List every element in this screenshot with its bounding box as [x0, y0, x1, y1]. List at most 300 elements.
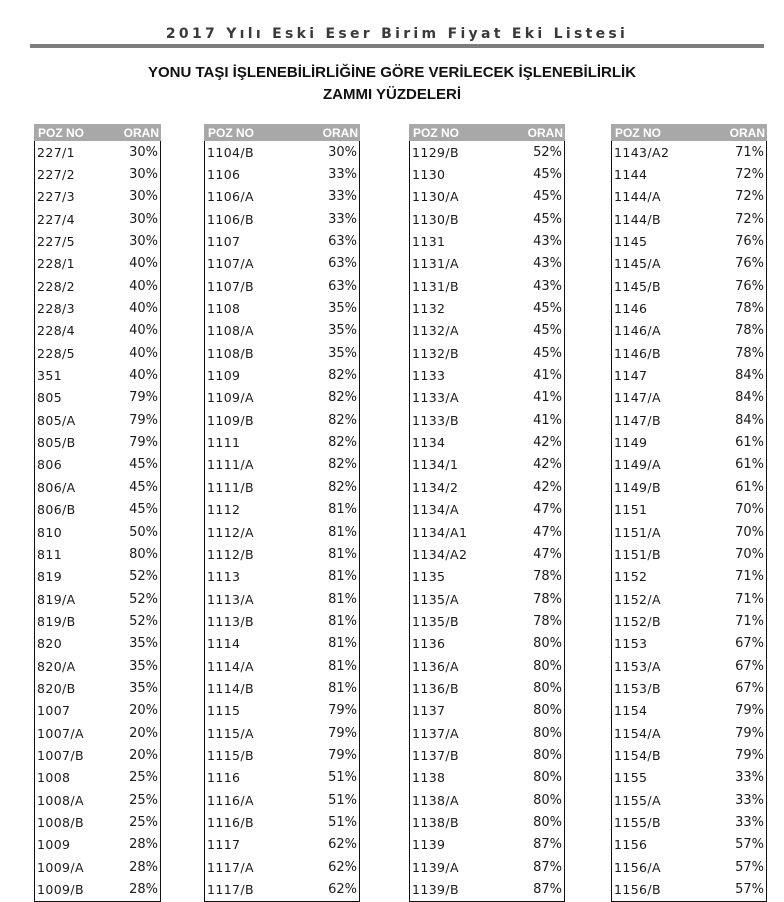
poz-no-cell: 1152/B — [614, 613, 661, 629]
oran-cell: 30% — [129, 167, 158, 183]
poz-no-cell: 1135 — [412, 569, 446, 585]
oran-cell: 82% — [328, 435, 357, 451]
table-row — [612, 253, 766, 275]
table-row — [205, 253, 359, 275]
poz-no-cell: 1136 — [412, 636, 446, 652]
oran-cell: 52% — [129, 569, 158, 585]
poz-no-cell: 1135/B — [412, 613, 459, 629]
rates-table-2 — [204, 124, 360, 902]
table-row — [205, 633, 359, 655]
table-row — [205, 700, 359, 722]
poz-no-cell: 1139/B — [412, 882, 459, 898]
poz-no-cell: 228/3 — [37, 301, 76, 317]
poz-no-cell: 1139 — [412, 837, 446, 853]
table-row — [410, 588, 564, 610]
oran-cell: 40% — [129, 368, 158, 384]
poz-no-cell: 1007 — [37, 703, 71, 719]
oran-cell: 28% — [129, 837, 158, 853]
oran-cell: 30% — [129, 234, 158, 250]
table-row — [612, 700, 766, 722]
table-row — [410, 566, 564, 588]
poz-no-cell: 1134 — [412, 435, 446, 451]
table-row — [35, 811, 160, 833]
table-row — [612, 297, 766, 319]
table-row — [35, 364, 160, 386]
oran-cell: 71% — [735, 144, 764, 160]
poz-no-cell: 1154 — [614, 703, 648, 719]
table-row — [205, 655, 359, 677]
oran-cell: 40% — [129, 323, 158, 339]
poz-no-cell: 1138/A — [412, 792, 459, 808]
oran-cell: 87% — [533, 882, 562, 898]
oran-cell: 41% — [533, 412, 562, 428]
table-row — [35, 744, 160, 766]
table-row — [612, 454, 766, 476]
table-row — [612, 208, 766, 230]
table-row — [612, 476, 766, 498]
table-row — [35, 476, 160, 498]
poz-no-cell: 1106/B — [207, 211, 254, 227]
poz-no-cell: 1108/B — [207, 345, 254, 361]
oran-cell: 33% — [328, 211, 357, 227]
table-row — [35, 454, 160, 476]
oran-cell: 35% — [129, 658, 158, 674]
oran-cell: 79% — [328, 703, 357, 719]
poz-no-cell: 1109/A — [207, 390, 254, 406]
table-row — [35, 521, 160, 543]
poz-no-cell: 1137/B — [412, 747, 459, 763]
poz-no-cell: 1007/B — [37, 747, 84, 763]
table-row — [35, 566, 160, 588]
poz-no-cell: 1151/A — [614, 524, 661, 540]
table-row — [410, 253, 564, 275]
oran-cell: 79% — [129, 412, 158, 428]
poz-no-cell: 1144/A — [614, 189, 661, 205]
table-row — [410, 364, 564, 386]
poz-no-cell: 1146/B — [614, 345, 661, 361]
poz-no-cell: 1151/B — [614, 546, 661, 562]
poz-no-cell: 1146/A — [614, 323, 661, 339]
oran-cell: 76% — [735, 278, 764, 294]
table-row — [410, 387, 564, 409]
table-row — [35, 767, 160, 789]
poz-no-header: POZ NO — [208, 125, 255, 140]
poz-no-cell: 1151 — [614, 502, 648, 518]
oran-cell: 41% — [533, 368, 562, 384]
table-row — [205, 789, 359, 811]
poz-no-cell: 1156 — [614, 837, 648, 853]
poz-no-cell: 1009 — [37, 837, 71, 853]
table-row — [612, 633, 766, 655]
poz-no-cell: 1107/A — [207, 256, 254, 272]
oran-cell: 61% — [735, 457, 764, 473]
poz-no-cell: 810 — [37, 524, 63, 540]
oran-cell: 80% — [129, 546, 158, 562]
table-row — [410, 610, 564, 632]
poz-no-cell: 1116 — [207, 770, 241, 786]
table-header — [409, 124, 565, 141]
poz-no-cell: 1130 — [412, 167, 446, 183]
poz-no-cell: 1106 — [207, 167, 241, 183]
table-row — [35, 655, 160, 677]
table-row — [410, 275, 564, 297]
table-row — [205, 454, 359, 476]
rates-table-4 — [611, 124, 767, 902]
oran-cell: 43% — [533, 234, 562, 250]
table-row — [35, 543, 160, 565]
poz-no-cell: 1156/B — [614, 882, 661, 898]
table-row — [35, 722, 160, 744]
table-row — [612, 789, 766, 811]
table-row — [35, 163, 160, 185]
poz-no-cell: 1111 — [207, 435, 241, 451]
poz-no-cell: 1154/B — [614, 747, 661, 763]
poz-no-cell: 1145 — [614, 234, 648, 250]
poz-no-cell: 1131/B — [412, 278, 459, 294]
oran-cell: 81% — [328, 613, 357, 629]
oran-cell: 25% — [129, 792, 158, 808]
poz-no-cell: 228/2 — [37, 278, 76, 294]
poz-no-cell: 1149/B — [614, 479, 661, 495]
oran-cell: 47% — [533, 546, 562, 562]
table-row — [35, 789, 160, 811]
table-row — [35, 141, 160, 163]
poz-no-cell: 1112/A — [207, 524, 254, 540]
oran-cell: 45% — [533, 167, 562, 183]
oran-cell: 57% — [735, 837, 764, 853]
oran-cell: 63% — [328, 256, 357, 272]
poz-no-cell: 1133/A — [412, 390, 459, 406]
poz-no-cell: 1134/A — [412, 502, 459, 518]
poz-no-cell: 1115/A — [207, 725, 254, 741]
oran-cell: 79% — [735, 703, 764, 719]
poz-no-cell: 1108 — [207, 301, 241, 317]
oran-cell: 84% — [735, 368, 764, 384]
table-row — [35, 230, 160, 252]
table-row — [410, 767, 564, 789]
oran-cell: 62% — [328, 882, 357, 898]
table-header — [204, 124, 360, 141]
oran-cell: 33% — [328, 167, 357, 183]
oran-cell: 45% — [533, 301, 562, 317]
oran-cell: 70% — [735, 546, 764, 562]
table-row — [35, 320, 160, 342]
oran-cell: 62% — [328, 859, 357, 875]
table-row — [205, 387, 359, 409]
oran-cell: 67% — [735, 658, 764, 674]
oran-cell: 43% — [533, 278, 562, 294]
poz-no-cell: 1111/B — [207, 479, 254, 495]
oran-cell: 35% — [129, 680, 158, 696]
poz-no-cell: 805/A — [37, 412, 76, 428]
oran-cell: 79% — [328, 747, 357, 763]
table-row — [410, 476, 564, 498]
table-row — [205, 476, 359, 498]
oran-cell: 35% — [328, 301, 357, 317]
poz-no-cell: 819 — [37, 569, 63, 585]
oran-cell: 52% — [129, 591, 158, 607]
table-row — [35, 431, 160, 453]
oran-cell: 52% — [129, 613, 158, 629]
poz-no-cell: 1009/B — [37, 882, 84, 898]
table-row — [35, 878, 160, 900]
table-row — [612, 186, 766, 208]
poz-no-cell: 1132/B — [412, 345, 459, 361]
table-row — [205, 521, 359, 543]
table-row — [35, 856, 160, 878]
poz-no-cell: 1116/A — [207, 792, 254, 808]
oran-cell: 63% — [328, 278, 357, 294]
poz-no-cell: 1147 — [614, 368, 648, 384]
oran-cell: 57% — [735, 882, 764, 898]
poz-no-cell: 820/B — [37, 680, 76, 696]
table-row — [410, 633, 564, 655]
poz-no-header: POZ NO — [413, 125, 460, 140]
oran-cell: 40% — [129, 345, 158, 361]
table-row — [612, 387, 766, 409]
table-row — [35, 409, 160, 431]
oran-cell: 87% — [533, 837, 562, 853]
table-row — [205, 566, 359, 588]
table-row — [612, 856, 766, 878]
oran-cell: 79% — [129, 435, 158, 451]
oran-cell: 45% — [129, 479, 158, 495]
oran-cell: 81% — [328, 636, 357, 652]
oran-cell: 40% — [129, 301, 158, 317]
poz-no-cell: 1007/A — [37, 725, 84, 741]
oran-cell: 51% — [328, 770, 357, 786]
oran-cell: 80% — [533, 747, 562, 763]
poz-no-cell: 805 — [37, 390, 63, 406]
oran-cell: 78% — [735, 301, 764, 317]
poz-no-cell: 820 — [37, 636, 63, 652]
table-row — [612, 834, 766, 856]
table-row — [612, 521, 766, 543]
poz-no-cell: 1143/A2 — [614, 144, 670, 160]
oran-cell: 42% — [533, 435, 562, 451]
oran-cell: 28% — [129, 882, 158, 898]
table-header — [611, 124, 767, 141]
oran-cell: 71% — [735, 591, 764, 607]
table-row — [205, 588, 359, 610]
poz-no-cell: 819/B — [37, 613, 76, 629]
table-row — [410, 230, 564, 252]
poz-no-cell: 1144 — [614, 167, 648, 183]
oran-cell: 81% — [328, 680, 357, 696]
oran-cell: 43% — [533, 256, 562, 272]
poz-no-cell: 227/5 — [37, 234, 76, 250]
poz-no-cell: 1133/B — [412, 412, 459, 428]
oran-cell: 50% — [129, 524, 158, 540]
header-rule — [30, 44, 764, 48]
oran-cell: 71% — [735, 613, 764, 629]
table-row — [205, 208, 359, 230]
poz-no-cell: 1113/A — [207, 591, 254, 607]
table-row — [410, 208, 564, 230]
oran-cell: 71% — [735, 569, 764, 585]
oran-cell: 72% — [735, 211, 764, 227]
table-row — [612, 566, 766, 588]
table-row — [612, 275, 766, 297]
table-row — [410, 543, 564, 565]
oran-cell: 78% — [735, 323, 764, 339]
poz-no-cell: 805/B — [37, 435, 76, 451]
table-row — [205, 610, 359, 632]
oran-cell: 35% — [328, 345, 357, 361]
poz-no-cell: 351 — [37, 368, 63, 384]
poz-no-cell: 1111/A — [207, 457, 254, 473]
poz-no-cell: 1113/B — [207, 613, 254, 629]
table-row — [35, 610, 160, 632]
table-row — [205, 767, 359, 789]
table-row — [35, 342, 160, 364]
oran-cell: 79% — [129, 390, 158, 406]
table-row — [205, 409, 359, 431]
poz-no-cell: 819/A — [37, 591, 76, 607]
poz-no-cell: 227/4 — [37, 211, 76, 227]
table-row — [612, 230, 766, 252]
table-row — [612, 141, 766, 163]
oran-cell: 40% — [129, 278, 158, 294]
oran-header: ORAN — [123, 125, 159, 140]
table-row — [205, 275, 359, 297]
table-row — [410, 789, 564, 811]
table-body — [409, 141, 565, 902]
oran-cell: 79% — [735, 747, 764, 763]
poz-no-cell: 1138 — [412, 770, 446, 786]
table-row — [205, 722, 359, 744]
table-row — [410, 409, 564, 431]
oran-cell: 33% — [735, 792, 764, 808]
rates-table-3 — [409, 124, 565, 902]
poz-no-cell: 1147/B — [614, 412, 661, 428]
table-row — [612, 364, 766, 386]
table-row — [612, 431, 766, 453]
table-row — [410, 320, 564, 342]
poz-no-cell: 1155/B — [614, 814, 661, 830]
table-row — [410, 677, 564, 699]
oran-cell: 81% — [328, 524, 357, 540]
poz-no-cell: 1132 — [412, 301, 446, 317]
poz-no-cell: 1134/1 — [412, 457, 459, 473]
table-row — [205, 320, 359, 342]
poz-no-cell: 1117 — [207, 837, 241, 853]
poz-no-cell: 820/A — [37, 658, 76, 674]
oran-cell: 42% — [533, 479, 562, 495]
table-row — [205, 878, 359, 900]
poz-no-cell: 806/B — [37, 502, 76, 518]
oran-cell: 33% — [735, 770, 764, 786]
poz-no-cell: 1114/A — [207, 658, 254, 674]
oran-cell: 82% — [328, 479, 357, 495]
poz-no-cell: 1138/B — [412, 814, 459, 830]
table-row — [410, 141, 564, 163]
table-row — [612, 409, 766, 431]
oran-header: ORAN — [527, 125, 563, 140]
poz-no-cell: 1114 — [207, 636, 241, 652]
oran-cell: 20% — [129, 703, 158, 719]
poz-no-cell: 1115/B — [207, 747, 254, 763]
table-row — [612, 499, 766, 521]
oran-cell: 84% — [735, 412, 764, 428]
table-row — [35, 253, 160, 275]
table-row — [410, 163, 564, 185]
poz-no-cell: 1106/A — [207, 189, 254, 205]
oran-header: ORAN — [322, 125, 358, 140]
poz-no-cell: 1131 — [412, 234, 446, 250]
table-row — [410, 856, 564, 878]
oran-cell: 45% — [533, 345, 562, 361]
oran-cell: 78% — [533, 569, 562, 585]
table-row — [410, 700, 564, 722]
table-row — [410, 186, 564, 208]
poz-no-cell: 1112 — [207, 502, 241, 518]
table-body — [611, 141, 767, 902]
poz-no-cell: 1133 — [412, 368, 446, 384]
oran-cell: 52% — [533, 144, 562, 160]
oran-cell: 47% — [533, 524, 562, 540]
oran-cell: 80% — [533, 770, 562, 786]
poz-no-cell: 1108/A — [207, 323, 254, 339]
poz-no-cell: 1008 — [37, 770, 71, 786]
table-row — [612, 811, 766, 833]
oran-cell: 80% — [533, 680, 562, 696]
oran-cell: 28% — [129, 859, 158, 875]
poz-no-cell: 1115 — [207, 703, 241, 719]
poz-no-cell: 1139/A — [412, 859, 459, 875]
poz-no-cell: 1136/A — [412, 658, 459, 674]
poz-no-cell: 1008/A — [37, 792, 84, 808]
oran-cell: 80% — [533, 658, 562, 674]
table-row — [205, 834, 359, 856]
oran-cell: 78% — [735, 345, 764, 361]
oran-cell: 80% — [533, 703, 562, 719]
oran-cell: 76% — [735, 256, 764, 272]
oran-cell: 87% — [533, 859, 562, 875]
table-row — [410, 811, 564, 833]
table-row — [35, 834, 160, 856]
table-body — [204, 141, 360, 902]
poz-no-cell: 1153/B — [614, 680, 661, 696]
table-row — [205, 431, 359, 453]
table-row — [410, 499, 564, 521]
poz-no-cell: 227/3 — [37, 189, 76, 205]
oran-cell: 82% — [328, 457, 357, 473]
table-row — [35, 633, 160, 655]
oran-cell: 45% — [533, 189, 562, 205]
poz-no-cell: 806 — [37, 457, 63, 473]
table-row — [410, 342, 564, 364]
poz-no-cell: 227/1 — [37, 144, 76, 160]
oran-cell: 79% — [735, 725, 764, 741]
oran-cell: 63% — [328, 234, 357, 250]
oran-cell: 70% — [735, 502, 764, 518]
oran-cell: 33% — [735, 814, 764, 830]
poz-no-cell: 1137 — [412, 703, 446, 719]
main-title-line-1: YONU TAŞI İŞLENEBİLİRLİĞİNE GÖRE VERİLECEK İŞLENEBİLİRLİK — [147, 64, 637, 81]
oran-cell: 81% — [328, 591, 357, 607]
poz-no-cell: 1149/A — [614, 457, 661, 473]
poz-no-cell: 1149 — [614, 435, 648, 451]
table-row — [205, 364, 359, 386]
table-row — [612, 543, 766, 565]
poz-no-cell: 811 — [37, 546, 63, 562]
poz-no-cell: 1130/A — [412, 189, 459, 205]
poz-no-cell: 1132/A — [412, 323, 459, 339]
oran-cell: 47% — [533, 502, 562, 518]
poz-no-cell: 1135/A — [412, 591, 459, 607]
poz-no-cell: 1009/A — [37, 859, 84, 875]
